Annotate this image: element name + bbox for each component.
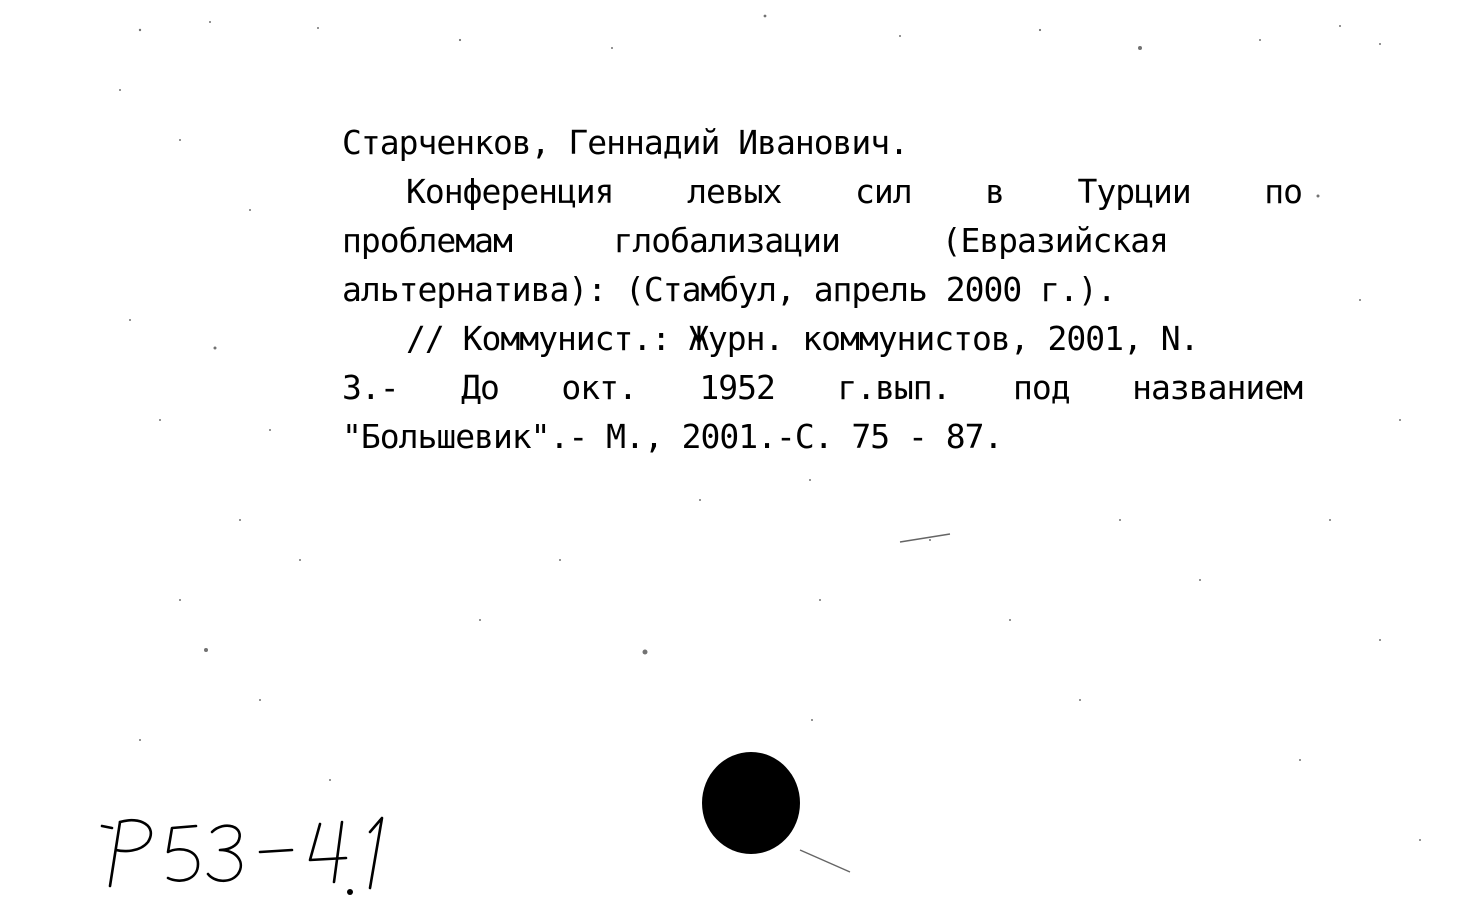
- source-line-2: [342, 363, 1302, 412]
- title-word: сил: [854, 172, 912, 211]
- title-line-3: альтернатива): (Стамбул, апрель 2000 г.).: [342, 270, 1116, 309]
- source-word: под: [1013, 368, 1070, 407]
- title-word: в: [985, 172, 1004, 211]
- title-word: Конференция: [406, 172, 614, 211]
- author-line: Старченков, Геннадий Иванович.: [342, 123, 909, 162]
- source-word: 3.-: [342, 368, 399, 407]
- title-line-2: [342, 216, 1168, 265]
- title-word: проблемам: [342, 221, 512, 260]
- source-line-3: "Большевик".- М., 2001.-С. 75 - 87.: [342, 417, 1003, 456]
- source-line-1: // Коммунист.: Журн. коммунистов, 2001, N.: [406, 319, 1199, 358]
- handwritten-shelfmark: [100, 808, 400, 904]
- source-word: До: [461, 368, 499, 407]
- title-word: по: [1264, 172, 1302, 211]
- source-word: г.вып.: [837, 368, 951, 407]
- title-word: (Евразийская: [941, 221, 1168, 260]
- source-word: окт.: [561, 368, 637, 407]
- source-word: названием: [1132, 368, 1302, 407]
- punch-hole: [702, 752, 800, 854]
- source-word: 1952: [699, 368, 775, 407]
- title-word: Турции: [1077, 172, 1191, 211]
- title-word: глобализации: [613, 221, 840, 260]
- title-line-1: [342, 167, 1302, 216]
- title-word: левых: [687, 172, 782, 211]
- bibliographic-entry: [342, 118, 1302, 461]
